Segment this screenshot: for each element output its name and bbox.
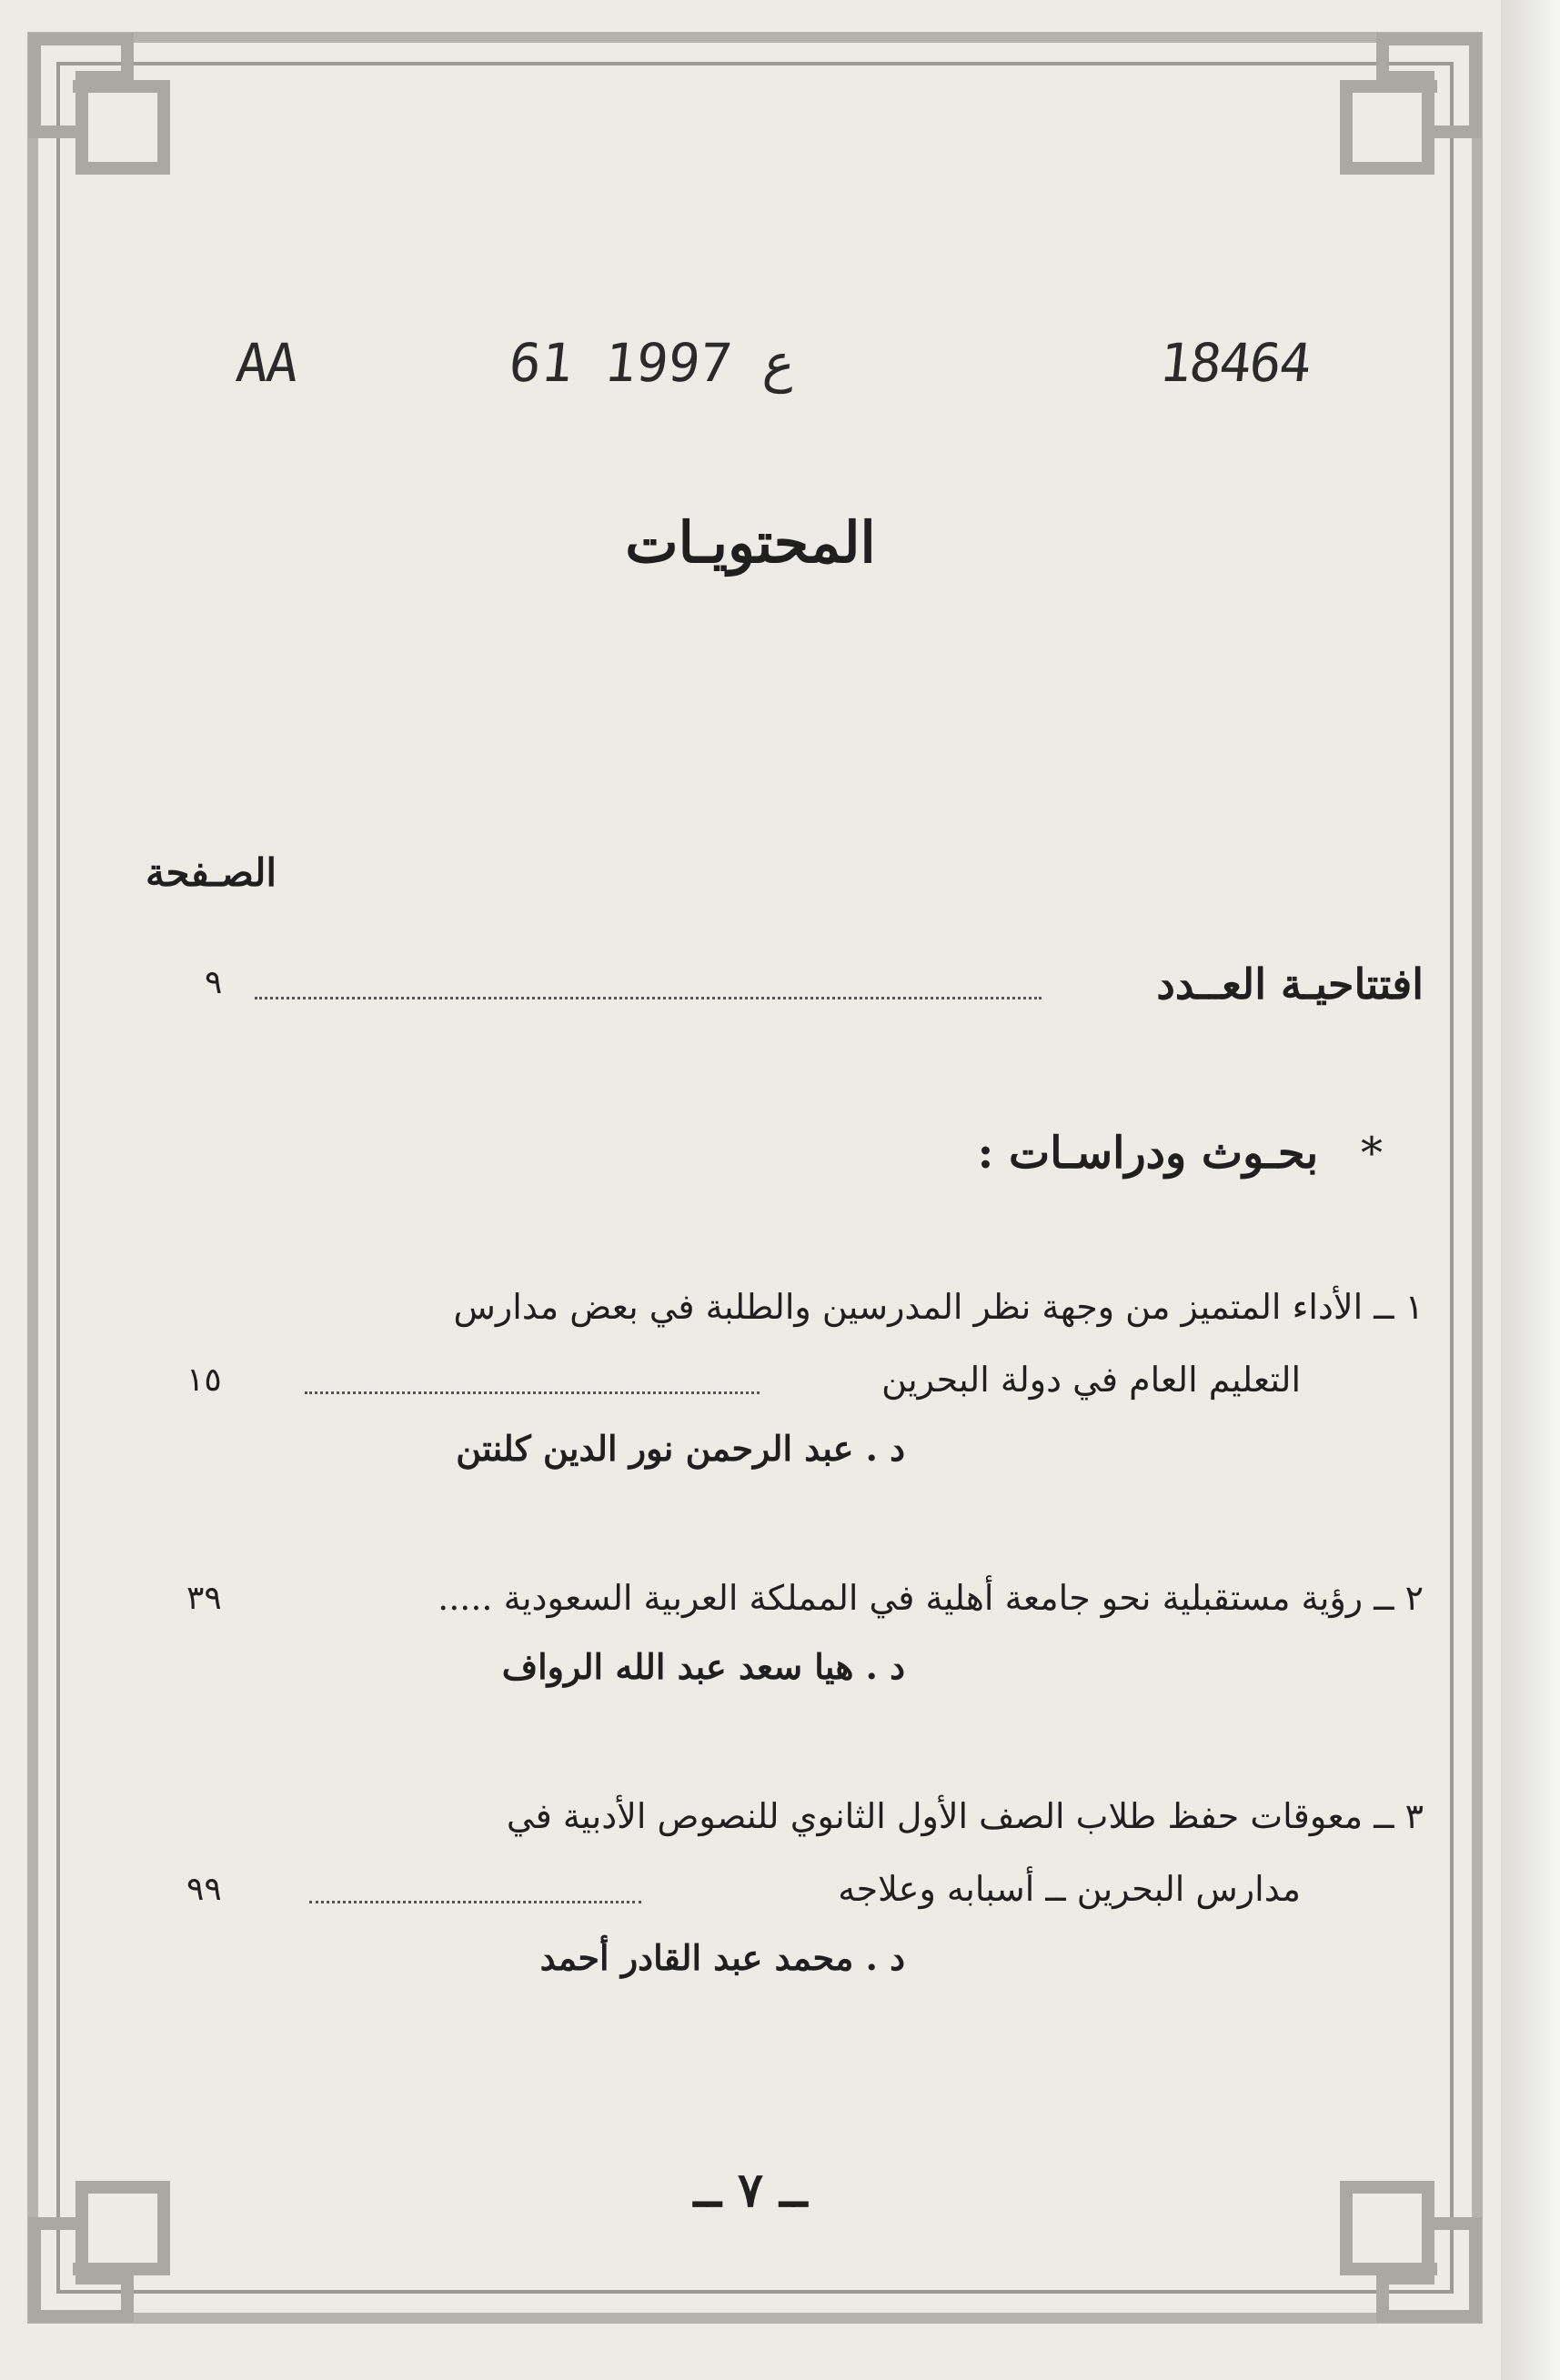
entry-3-line-2: مدارس البحرين ــ أسبابه وعلاجه [838,1869,1301,1909]
handwritten-note-middle: 61 ع 1997 [506,332,799,394]
section-heading [0,1128,1383,1179]
corner-ornament-top-right [1328,32,1483,186]
handwritten-notes [209,332,1328,432]
handwritten-note-left: AA [233,332,300,394]
entry-1-line-1: ١ ــ الأداء المتميز من وجهة نظر المدرسين والطلبة في بعض مدارس [453,1287,1424,1327]
dot-leader [305,1391,760,1394]
section-marker: * [1361,1128,1383,1179]
entry-2-author: د . هيا سعد عبد الله الرواف [501,1646,905,1687]
entry-2-page-number: ٣٩ [186,1580,222,1617]
entry-3-page-number: ٩٩ [186,1871,222,1908]
entry-3-line-1: ٣ ــ معوقات حفظ طلاب الصف الأول الثانوي للنصوص الأدبية في [506,1796,1424,1836]
entry-1-author: د . عبد الرحمن نور الدين كلنتن [456,1428,905,1469]
entry-2-line-1: ٢ ــ رؤية مستقبلية نحو جامعة أهلية في المملكة العربية السعودية ..... [438,1578,1424,1618]
section-heading-text: بحـوث ودراسـات : [977,1128,1319,1179]
opening-label: افتتاحيـة العــدد [1156,959,1424,1009]
dot-leader [255,997,1042,999]
entry-3-author: د . محمد عبد القادر أحمد [539,1937,905,1978]
corner-ornament-top-left [27,32,182,186]
opening-page-number: ٩ [205,964,223,1001]
page-number-footer: ــ ٧ ــ [693,2163,808,2218]
dot-leader [309,1901,641,1903]
handwritten-note-right: 18464 [1156,332,1313,394]
page-column-label: الصـفحة [146,850,277,895]
entry-1-line-2: التعليم العام في دولة البحرين [881,1360,1301,1400]
page-title: المحتويـات [625,509,876,576]
entry-1-page-number: ١٥ [186,1361,222,1399]
page-edge-shadow [1501,0,1560,2380]
